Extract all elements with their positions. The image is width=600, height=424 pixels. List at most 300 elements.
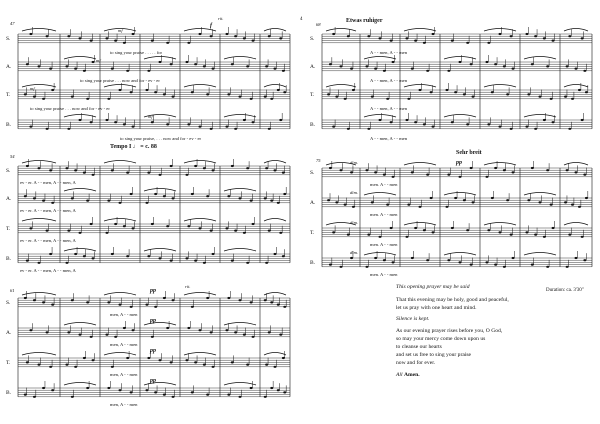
prayer-line-5: to cleanse our hearts <box>396 344 442 351</box>
voice-label: T. <box>310 230 315 236</box>
slur <box>524 57 556 60</box>
note-head <box>206 394 209 396</box>
slur <box>224 249 256 252</box>
note-head <box>279 119 282 121</box>
lyrics-a1: to sing your praise . . . now and for - ev - er <box>80 78 160 83</box>
note-head <box>539 96 542 98</box>
note-head <box>270 98 273 100</box>
measure-number-5: 75 <box>316 158 321 163</box>
note-head <box>239 197 242 199</box>
dyn-pp-b3: pp <box>150 378 156 384</box>
note-head <box>274 253 277 255</box>
slur <box>264 161 286 164</box>
note-head <box>340 65 343 67</box>
note-head <box>86 387 89 389</box>
note-head <box>390 40 393 42</box>
note-head <box>166 123 169 125</box>
note-head <box>499 33 502 35</box>
note-head <box>67 128 70 130</box>
note-head <box>42 98 45 100</box>
note-head <box>49 366 52 368</box>
note-head <box>367 35 370 37</box>
slur <box>224 189 256 192</box>
lyrics-a5: men. A - - men <box>370 212 398 217</box>
note-head <box>107 200 110 202</box>
note-head <box>151 336 154 338</box>
note-head <box>386 98 389 100</box>
note-head <box>86 301 89 303</box>
note-head <box>454 91 457 93</box>
note-head <box>552 40 555 42</box>
note-head <box>568 128 571 130</box>
duration-note: Duration: ca. 3'30" <box>546 288 584 293</box>
note-head <box>203 262 206 264</box>
lyrics-b1: to sing your praise, . . . now and for - ev - er <box>120 136 202 141</box>
note-head <box>147 357 150 359</box>
note-head <box>459 176 462 178</box>
note-head <box>170 63 173 65</box>
note-head <box>83 255 86 257</box>
note-head <box>426 174 429 176</box>
note-head <box>246 65 249 67</box>
all-label: All <box>396 371 403 378</box>
voice-label: T. <box>6 360 11 366</box>
note-head <box>575 68 578 70</box>
note-head <box>194 63 197 65</box>
note-head <box>371 96 374 98</box>
note-head <box>42 200 45 202</box>
note-head <box>585 91 588 93</box>
note-head <box>327 93 330 95</box>
note-head <box>265 167 268 169</box>
note-head <box>191 193 194 195</box>
note-head <box>459 261 462 263</box>
note-head <box>283 193 286 195</box>
note-head <box>24 93 27 95</box>
note-head <box>227 195 230 197</box>
note-head <box>38 167 41 169</box>
note-head <box>172 197 175 199</box>
measure-number-2: 54 <box>10 154 15 159</box>
dyn-pp-a3: pp <box>150 318 156 324</box>
note-head <box>392 261 395 263</box>
note-head <box>383 259 386 261</box>
note-head <box>114 40 117 42</box>
slur <box>364 193 396 196</box>
note-head <box>26 165 29 167</box>
note-head <box>105 119 108 121</box>
note-head <box>503 169 506 171</box>
note-head <box>485 61 488 63</box>
note-head <box>111 253 114 255</box>
note-head <box>279 334 282 336</box>
note-head <box>531 63 534 65</box>
note-head <box>239 396 242 398</box>
note-head <box>531 167 534 169</box>
note-head <box>268 128 271 130</box>
slur <box>564 223 588 226</box>
note-head <box>350 68 353 70</box>
note-head <box>414 227 417 229</box>
note-head <box>119 202 122 204</box>
voice-label: S. <box>6 168 11 174</box>
prayer-text-block <box>396 284 596 380</box>
note-head <box>126 172 129 174</box>
note-head <box>499 126 502 128</box>
note-head <box>390 121 393 123</box>
note-head <box>132 227 135 229</box>
lyrics-t2: ev - er. A - - men, A - - men, A <box>20 238 76 243</box>
lyrics-b5: men. A - - men <box>370 272 398 277</box>
note-head <box>546 65 549 67</box>
lyrics-a3: men, A - - men <box>110 342 138 347</box>
note-head <box>510 35 513 37</box>
note-head <box>512 171 515 173</box>
note-head <box>392 61 395 63</box>
slur <box>264 293 286 296</box>
slur <box>484 29 516 32</box>
note-head <box>264 396 267 398</box>
note-head <box>383 174 386 176</box>
note-head <box>239 96 242 98</box>
note-head <box>282 255 285 257</box>
lyrics-t1: to sing your praise . . . now and for - ev - er <box>30 106 110 111</box>
note-head <box>578 206 581 208</box>
note-head <box>194 361 197 363</box>
note-head <box>347 128 350 130</box>
note-head <box>105 37 108 39</box>
note-head <box>246 364 249 366</box>
note-head <box>265 364 268 366</box>
voice-label: A. <box>310 64 316 70</box>
slur <box>404 163 436 166</box>
note-head <box>510 234 513 236</box>
note-head <box>419 89 422 91</box>
note-head <box>194 165 197 167</box>
note-head <box>451 121 454 123</box>
note-head <box>564 96 567 98</box>
note-head <box>86 98 89 100</box>
lyrics-s3: men, A - - men <box>110 312 138 317</box>
note-head <box>499 231 502 233</box>
note-head <box>329 264 332 266</box>
tempo-marking-5: Sehr breit <box>456 150 482 156</box>
lyrics-b4: A - - men, A - - men <box>370 136 407 141</box>
note-head <box>367 234 370 236</box>
note-head <box>447 70 450 72</box>
voice-label: T. <box>310 92 315 98</box>
note-head <box>564 201 567 203</box>
note-head <box>92 359 95 361</box>
note-head <box>145 304 148 306</box>
note-head <box>163 297 166 299</box>
slur <box>326 29 356 32</box>
note-head <box>447 259 450 261</box>
note-head <box>210 331 213 333</box>
slur <box>364 57 396 60</box>
note-head <box>445 89 448 91</box>
note-head <box>33 96 36 98</box>
note-head <box>386 204 389 206</box>
note-head <box>83 70 86 72</box>
slur <box>524 115 556 118</box>
note-head <box>250 301 253 303</box>
note-head <box>212 169 215 171</box>
note-head <box>487 42 490 44</box>
note-head <box>340 266 343 268</box>
note-head <box>130 306 133 308</box>
note-head <box>277 304 280 306</box>
note-head <box>74 68 77 70</box>
note-head <box>423 42 426 44</box>
amen-response: Amen. <box>403 371 420 378</box>
note-head <box>212 253 215 255</box>
note-head <box>38 364 41 366</box>
note-head <box>430 197 433 199</box>
note-head <box>65 364 68 366</box>
prayer-line-7: now and for ever. <box>396 360 436 367</box>
note-head <box>65 65 68 67</box>
note-head <box>405 236 408 238</box>
note-head <box>274 68 277 70</box>
note-head <box>231 63 234 65</box>
note-head <box>491 197 494 199</box>
note-head <box>114 336 117 338</box>
note-head <box>426 259 429 261</box>
voice-label: S. <box>6 300 11 306</box>
note-head <box>283 391 286 393</box>
note-head <box>130 391 133 393</box>
slur <box>264 219 286 222</box>
note-head <box>407 204 410 206</box>
slur <box>64 249 96 252</box>
slur <box>264 29 286 32</box>
note-head <box>347 234 350 236</box>
slur <box>22 85 56 88</box>
lyrics-s4: A - - men, A - - men <box>370 50 407 55</box>
dyn-pp-s5: pp <box>456 160 462 166</box>
note-head <box>414 121 417 123</box>
note-head <box>79 232 82 234</box>
note-head <box>265 262 268 264</box>
note-head <box>234 230 237 232</box>
note-head <box>71 197 74 199</box>
note-head <box>130 193 133 195</box>
note-head <box>187 225 190 227</box>
note-head <box>123 225 126 227</box>
note-head <box>203 65 206 67</box>
note-head <box>33 396 36 398</box>
note-head <box>534 35 537 37</box>
note-head <box>332 231 335 233</box>
slur <box>524 253 556 256</box>
note-head <box>170 361 173 363</box>
note-head <box>503 65 506 67</box>
note-head <box>426 70 429 72</box>
note-head <box>239 299 242 301</box>
slur <box>564 29 588 32</box>
note-head <box>67 230 70 232</box>
voice-label: A. <box>6 64 12 70</box>
voice-label: B. <box>6 256 12 262</box>
note-head <box>332 33 335 35</box>
note-head <box>24 394 27 396</box>
slur <box>64 323 96 326</box>
note-head <box>170 260 173 262</box>
note-head <box>503 266 506 268</box>
note-head <box>170 165 173 167</box>
voice-label: S. <box>310 170 315 176</box>
note-head <box>234 128 237 130</box>
note-head <box>159 257 162 259</box>
note-head <box>154 193 157 195</box>
dyn-dim-a5: dim. <box>350 190 359 195</box>
note-head <box>166 225 169 227</box>
note-head <box>199 126 202 128</box>
note-head <box>24 297 27 299</box>
tempo-marking-4: Etwas ruhiger <box>346 18 383 24</box>
note-head <box>225 126 228 128</box>
note-head <box>132 329 135 331</box>
note-head <box>225 33 228 35</box>
note-head <box>506 93 509 95</box>
note-head <box>585 197 588 199</box>
note-head <box>432 231 435 233</box>
note-head <box>119 389 122 391</box>
note-head <box>466 229 469 231</box>
voice-label: B. <box>6 122 12 128</box>
note-head <box>270 200 273 202</box>
note-head <box>344 204 347 206</box>
note-head <box>581 119 584 121</box>
note-head <box>74 366 77 368</box>
note-head <box>454 197 457 199</box>
note-head <box>51 89 54 91</box>
slur <box>564 163 588 166</box>
note-head <box>185 61 188 63</box>
dyn-mf-b1: mf <box>148 114 153 119</box>
note-head <box>29 227 32 229</box>
note-head <box>172 396 175 398</box>
slur <box>444 57 476 60</box>
note-head <box>283 91 286 93</box>
note-head <box>279 232 282 234</box>
note-head <box>268 331 271 333</box>
slur <box>64 115 96 118</box>
note-head <box>49 169 52 171</box>
note-head <box>90 223 93 225</box>
note-head <box>344 98 347 100</box>
dyn-pp-s3: pp <box>150 288 156 294</box>
note-head <box>487 123 490 125</box>
note-head <box>525 33 528 35</box>
prayer-intro: This opening prayer may be said <box>396 284 470 290</box>
note-head <box>274 366 277 368</box>
note-head <box>506 199 509 201</box>
note-head <box>379 236 382 238</box>
note-head <box>231 165 234 167</box>
note-head <box>581 236 584 238</box>
slur <box>444 193 476 196</box>
note-head <box>92 257 95 259</box>
voice-label: T. <box>6 92 11 98</box>
slur <box>404 85 436 88</box>
note-head <box>227 93 230 95</box>
note-head <box>159 61 162 63</box>
note-head <box>243 232 246 234</box>
note-head <box>566 169 569 171</box>
note-head <box>234 331 237 333</box>
lyrics-t3: men, A - - men <box>110 372 138 377</box>
note-head <box>159 174 162 176</box>
note-head <box>51 202 54 204</box>
voice-label: T. <box>6 226 11 232</box>
measure-number-1: 47 <box>10 21 15 26</box>
amen-line <box>396 372 596 380</box>
note-head <box>111 169 114 171</box>
slur <box>444 253 476 256</box>
note-head <box>42 387 45 389</box>
note-head <box>335 201 338 203</box>
slur <box>444 115 476 118</box>
note-head <box>147 172 150 174</box>
note-head <box>527 199 530 201</box>
prayer-line-3: As our evening prayer rises before you, O God, <box>396 327 503 334</box>
note-head <box>132 33 135 35</box>
note-head <box>264 96 267 98</box>
note-head <box>194 260 197 262</box>
note-head <box>392 176 395 178</box>
note-head <box>33 299 36 301</box>
note-head <box>159 359 162 361</box>
rit-marking-3: rit. <box>185 284 191 289</box>
note-head <box>154 91 157 93</box>
slur <box>364 115 396 118</box>
voice-label: B. <box>310 122 316 128</box>
note-head <box>105 334 108 336</box>
slur <box>224 115 256 118</box>
note-head <box>145 89 148 91</box>
slur <box>22 219 56 222</box>
note-head <box>252 40 255 42</box>
note-head <box>552 121 555 123</box>
note-head <box>46 35 49 37</box>
note-head <box>494 264 497 266</box>
note-head <box>494 167 497 169</box>
note-head <box>246 262 249 264</box>
note-head <box>350 257 353 259</box>
note-head <box>279 37 282 39</box>
note-head <box>566 65 569 67</box>
note-head <box>74 169 77 171</box>
note-head <box>126 255 129 257</box>
voice-label: A. <box>310 200 316 206</box>
note-head <box>46 331 49 333</box>
note-head <box>347 35 350 37</box>
lyrics-s1: to sing your praise . . . . . for <box>110 50 163 55</box>
note-head <box>472 201 475 203</box>
slur <box>264 353 286 356</box>
note-head <box>423 229 426 231</box>
note-head <box>123 42 126 44</box>
slur <box>184 161 216 164</box>
note-head <box>225 227 228 229</box>
lyrics-b3: men, A - - men <box>110 402 138 407</box>
note-head <box>268 35 271 37</box>
note-head <box>166 42 169 44</box>
note-head <box>46 230 49 232</box>
note-head <box>583 259 586 261</box>
